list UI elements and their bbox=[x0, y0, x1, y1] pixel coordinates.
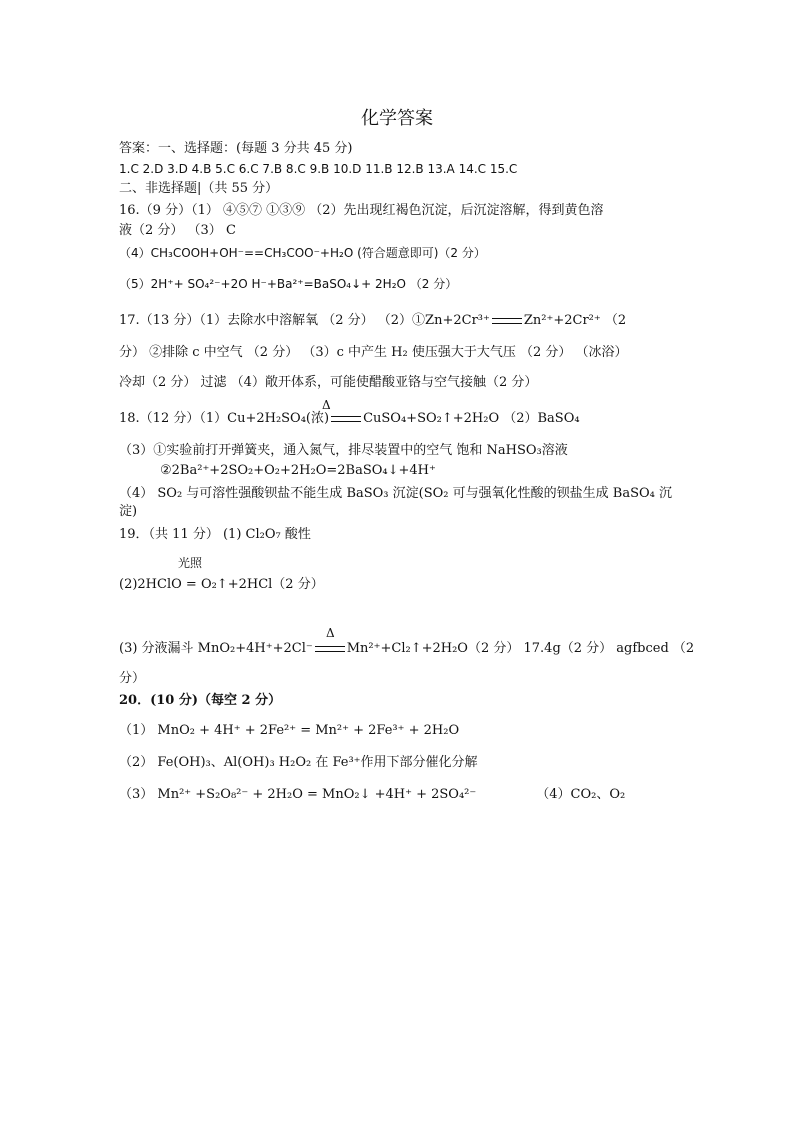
page-title: 化学答案 bbox=[361, 108, 433, 129]
q16-line-1: 16.（9 分）（1） ④⑤⑦ ①③⑨ （2）先出现红褐色沉淀，后沉淀溶解，得到黄色溶 bbox=[119, 203, 604, 218]
q19-line-4: 分） bbox=[119, 671, 146, 686]
q16-line-3: （4）CH₃COOH+OH⁻==CH₃COO⁻+H₂O (符合题意即可)（2 分） bbox=[119, 246, 486, 260]
q18-line-2: （3）①实验前打开弹簧夹，通入氮气，排尽装置中的空气 饱和 NaHSO₃溶液 bbox=[119, 443, 568, 458]
q19-line-2: (2)2HClO = O₂↑+2HCl（2 分） bbox=[119, 577, 324, 592]
q19-line-1: 19．（共 11 分） (1) Cl₂O₇ 酸性 bbox=[119, 527, 311, 542]
q20-line-2: （2） Fe(OH)₃、Al(OH)₃ H₂O₂ 在 Fe³⁺作用下部分催化分解 bbox=[119, 755, 478, 770]
q17-line-1-right: Zn²⁺+2Cr²⁺ （2 bbox=[523, 313, 627, 328]
q17-line-1-left: 17.（13 分）（1）去除水中溶解氧 （2 分） （2）①Zn+2Cr³⁺ bbox=[119, 313, 490, 328]
equilibrium-sign bbox=[492, 318, 522, 324]
q19-line-3-left: (3) 分液漏斗 MnO₂+4H⁺+2Cl⁻ bbox=[119, 641, 313, 656]
q18-line-1-left: 18.（12 分）（1）Cu+2H₂SO₄(浓) bbox=[119, 411, 330, 426]
q20-line-3-left: （3） Mn²⁺ +S₂O₈²⁻ + 2H₂O = MnO₂↓ +4H⁺ + 2SO₄²⁻ bbox=[119, 787, 477, 802]
q20-heading: 20．(10 分)（每空 2 分） bbox=[119, 693, 282, 708]
q18-line-4: （4） SO₂ 与可溶性强酸钡盐不能生成 BaSO₃ 沉淀(SO₂ 可与强氧化性酸的钡盐生成 BaSO₄ 沉 bbox=[119, 486, 672, 501]
q19-light-condition: 光照 bbox=[178, 556, 203, 570]
q20-line-3 bbox=[119, 786, 625, 804]
q19-heat-symbol: Δ bbox=[326, 626, 335, 640]
q16-line-2: 液（2 分） （3） C bbox=[119, 223, 236, 238]
reaction-sign bbox=[331, 416, 361, 422]
q16-line-4: （5）2H⁺+ SO₄²⁻+2O H⁻+Ba²⁺=BaSO₄↓+ 2H₂O （2 分） bbox=[119, 277, 458, 291]
q20-line-3-right: （4）CO₂、O₂ bbox=[536, 787, 626, 802]
section-1-heading: 答案：一、选择题：(每题 3 分共 45 分) bbox=[119, 141, 353, 156]
q19-line-3-right: Mn²⁺+Cl₂↑+2H₂O（2 分） 17.4g（2 分） agfbced （2 bbox=[346, 641, 695, 656]
q18-line-5: 淀) bbox=[119, 504, 138, 519]
q18-line-1 bbox=[119, 410, 580, 428]
section-2-heading: 二、非选择题|（共 55 分） bbox=[119, 181, 279, 196]
q17-line-3: 冷却（2 分） 过滤 （4）敞开体系，可能使醋酸亚铬与空气接触（2 分） bbox=[119, 375, 538, 390]
q18-heat-symbol: Δ bbox=[322, 398, 331, 412]
reaction-sign bbox=[315, 646, 345, 652]
q17-line-1 bbox=[119, 312, 626, 330]
q19-line-3 bbox=[119, 640, 694, 658]
multiple-choice-answers: 1.C 2.D 3.D 4.B 5.C 6.C 7.B 8.C 9.B 10.D 11.B 12.B 13.A 14.C 15.C bbox=[119, 162, 518, 176]
q20-line-1: （1） MnO₂ + 4H⁺ + 2Fe²⁺ = Mn²⁺ + 2Fe³⁺ + 2H₂O bbox=[119, 723, 460, 738]
q17-line-2: 分） ②排除 c 中空气 （2 分） （3）c 中产生 H₂ 使压强大于大气压 （2 分） （冰浴） bbox=[119, 345, 628, 360]
q18-line-3: ②2Ba²⁺+2SO₂+O₂+2H₂O=2BaSO₄↓+4H⁺ bbox=[160, 463, 436, 478]
q18-line-1-right: CuSO₄+SO₂↑+2H₂O （2）BaSO₄ bbox=[363, 411, 580, 426]
